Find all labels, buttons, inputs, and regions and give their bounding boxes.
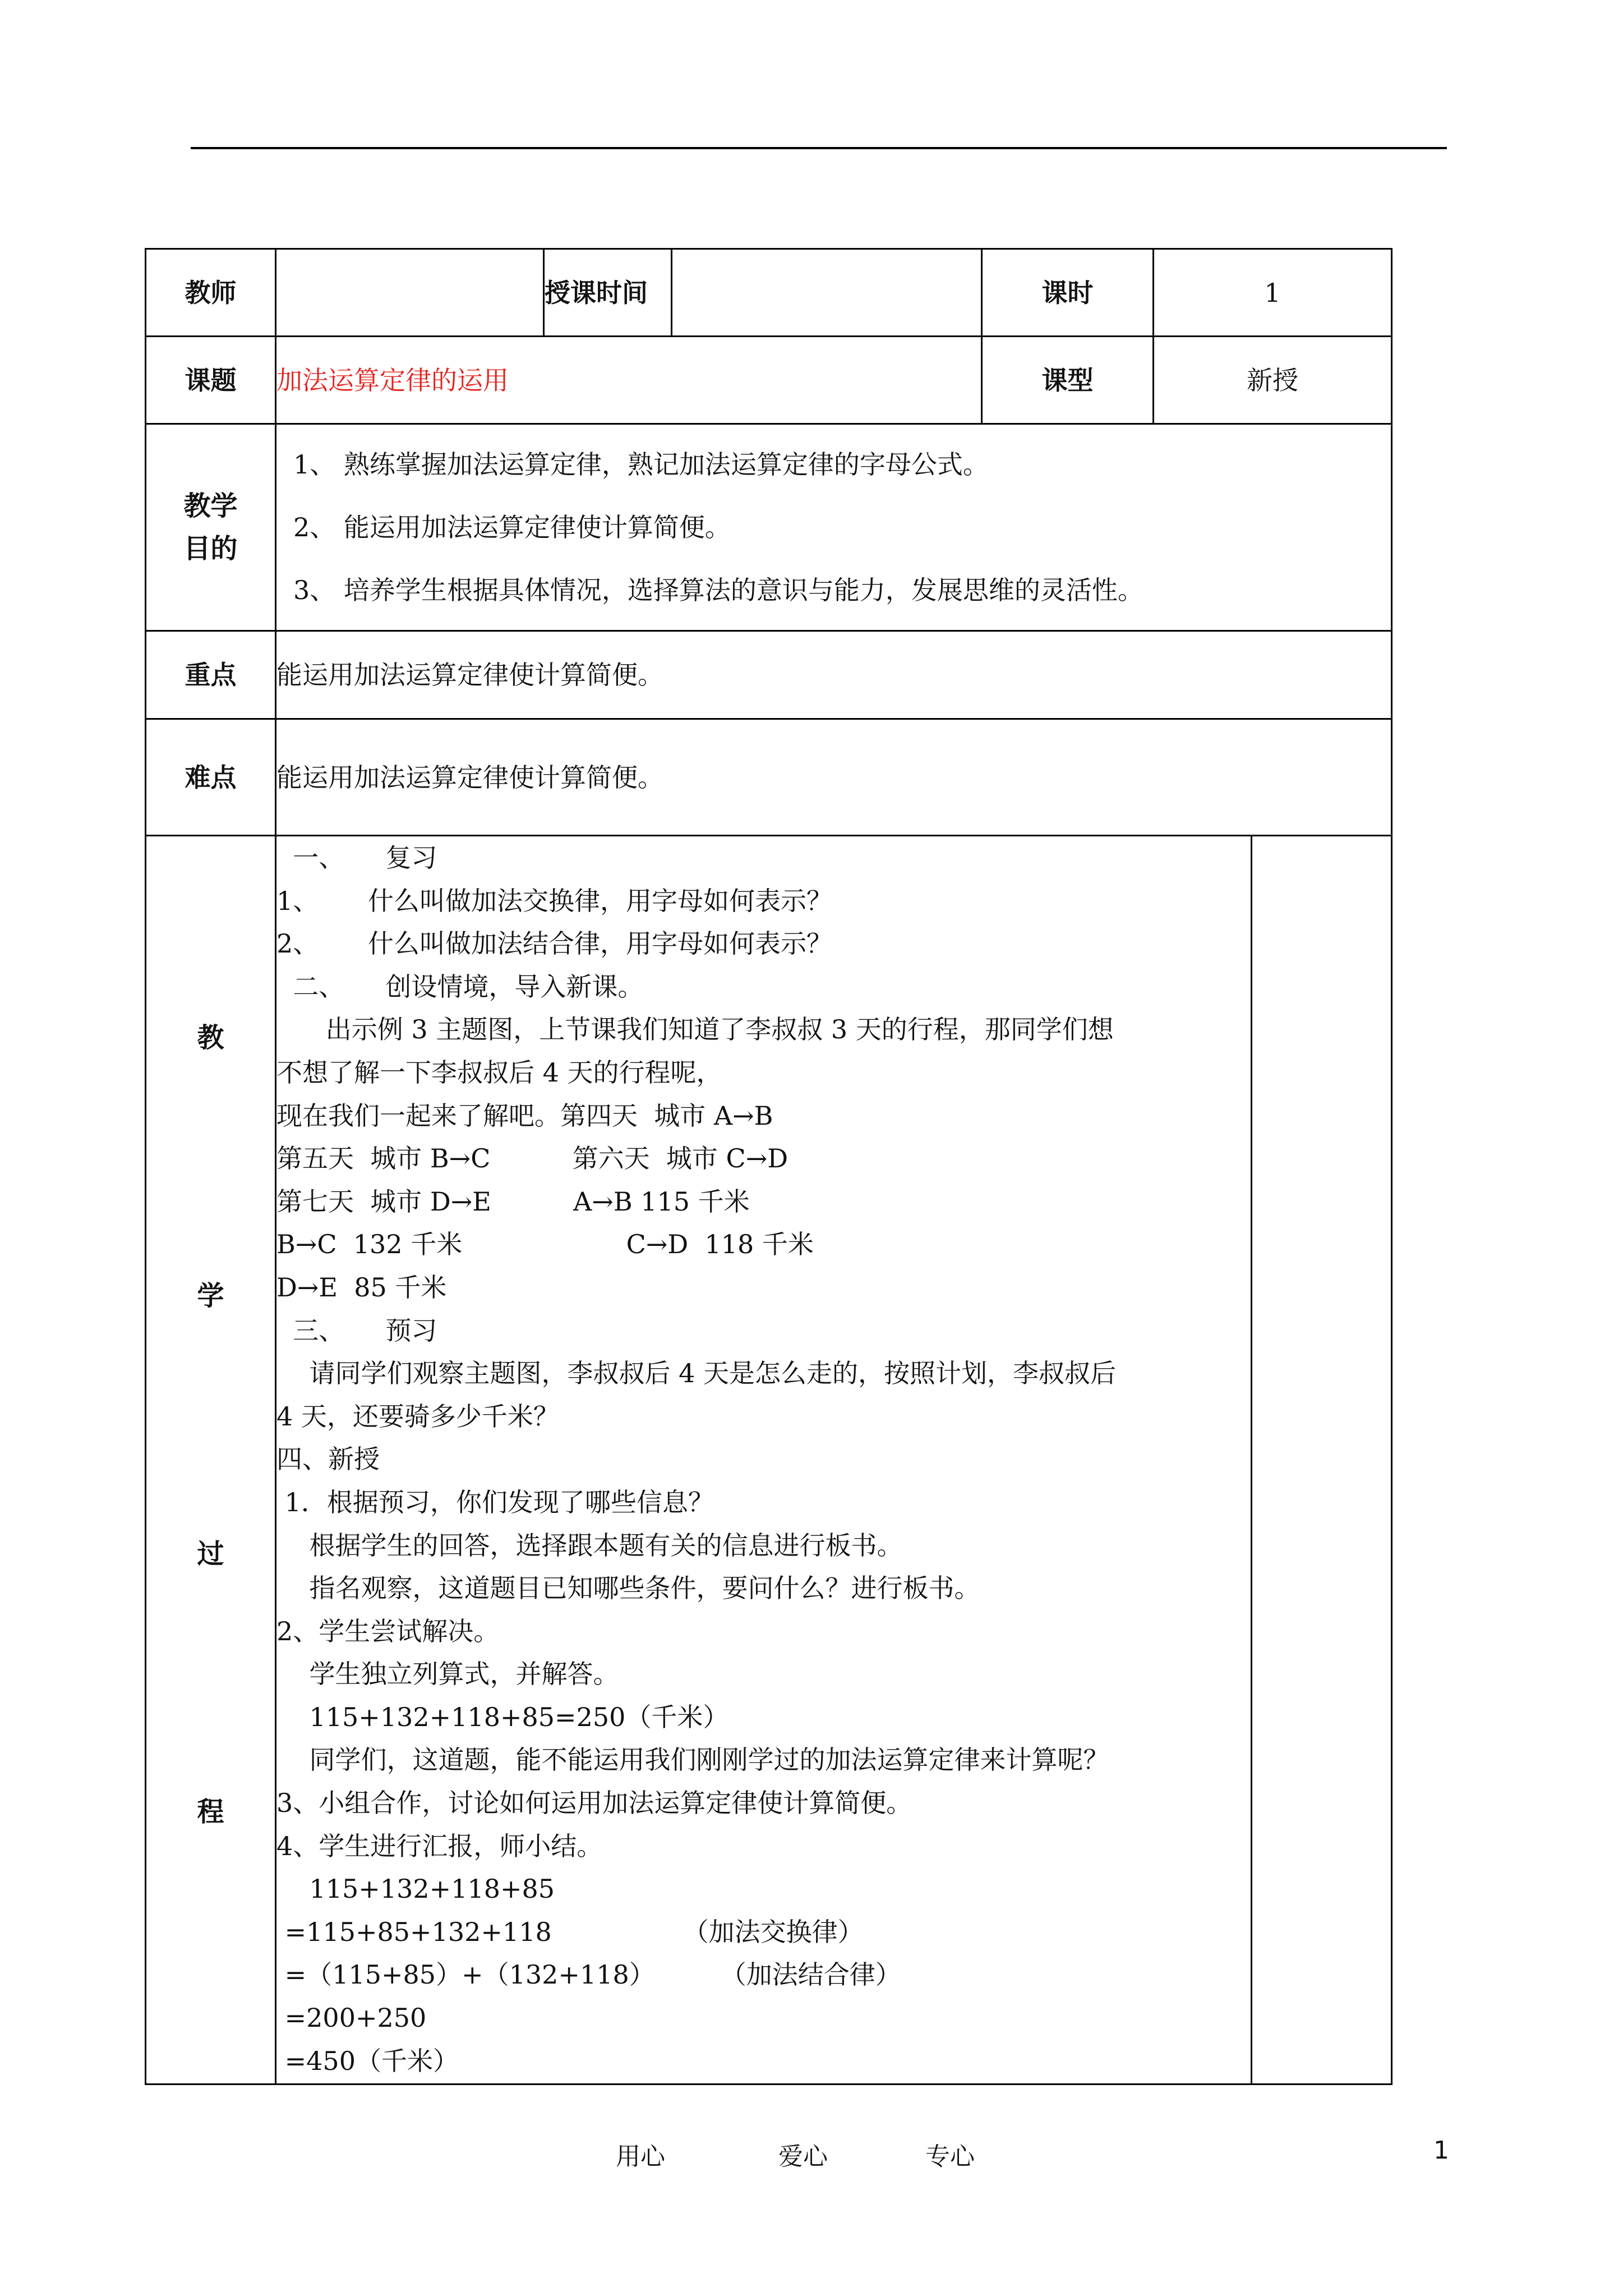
header-rule: [191, 147, 1447, 149]
key-point-label: 重点: [146, 631, 276, 719]
process-line: 2、学生尝试解决。: [276, 1616, 500, 1646]
process-line: 2、 什么叫做加法结合律，用字母如何表示？: [276, 928, 832, 959]
key-point-row: [146, 631, 1392, 719]
process-line: 一、 复习: [276, 843, 437, 873]
topic-label: 课题: [146, 337, 276, 424]
process-line: 第七天 城市 D→E A→B 115 千米: [276, 1186, 750, 1217]
time-value[interactable]: [672, 249, 982, 337]
period-label: 课时: [982, 249, 1154, 337]
process-line: 根据学生的回答，选择跟本题有关的信息进行板书。: [276, 1530, 903, 1561]
process-line: 1、 什么叫做加法交换律，用字母如何表示？: [276, 885, 832, 916]
goals-row: [146, 424, 1392, 631]
topic-title: 加法运算定律的运用: [276, 337, 982, 424]
page-number: 1: [1433, 2136, 1449, 2165]
process-line: =200+250: [276, 2003, 427, 2033]
process-label-char: 程: [197, 1796, 224, 1828]
process-line: 115+132+118+85: [276, 1874, 555, 1904]
footer-motto: 爱心: [778, 2142, 828, 2171]
header-row: [146, 249, 1392, 337]
difficulty-text: 能运用加法运算定律使计算简便。: [276, 719, 1392, 836]
process-line: 第五天 城市 B→C 第六天 城市 C→D: [276, 1143, 789, 1174]
goal-item: 1、 熟练掌握加法运算定律，熟记加法运算定律的字母公式。: [293, 449, 989, 480]
goal-item: 3、 培养学生根据具体情况，选择算法的意识与能力，发展思维的灵活性。: [293, 575, 1144, 605]
process-line: 请同学们观察主题图，李叔叔后 4 天是怎么走的，按照计划，李叔叔后: [276, 1358, 1116, 1389]
process-label-char: 过: [197, 1538, 224, 1570]
process-label-char: 学: [197, 1280, 224, 1312]
difficulty-row: [146, 719, 1392, 836]
process-line: 出示例 3 主题图，上节课我们知道了李叔叔 3 天的行程，那同学们想: [276, 1014, 1114, 1045]
process-line: D→E 85 千米: [276, 1272, 447, 1303]
footer-motto: 用心: [616, 2142, 665, 2171]
process-line: =（115+85）+（132+118） （加法结合律）: [276, 1959, 901, 1990]
process-content: [276, 836, 1252, 2085]
process-line: 4、学生进行汇报，师小结。: [276, 1830, 603, 1861]
period-value: 1: [1154, 249, 1392, 337]
process-line: 现在我们一起来了解吧。第四天 城市 A→B: [276, 1100, 773, 1131]
process-line: 同学们，这道题，能不能运用我们刚刚学过的加法运算定律来计算呢？: [276, 1745, 1109, 1775]
process-label: [146, 836, 276, 2085]
goal-item: 2、 能运用加法运算定律使计算简便。: [293, 512, 731, 542]
lesson-plan-table: [145, 248, 1393, 2085]
process-line: 不想了解一下李叔叔后 4 天的行程呢，: [276, 1057, 722, 1088]
difficulty-label: 难点: [146, 719, 276, 836]
process-line: 115+132+118+85=250（千米）: [276, 1701, 729, 1732]
teacher-value[interactable]: [276, 249, 544, 337]
process-line: 3、小组合作，讨论如何运用加法运算定律使计算简便。: [276, 1788, 912, 1819]
key-point-text: 能运用加法运算定律使计算简便。: [276, 631, 1392, 719]
footer-motto: 专心: [925, 2142, 975, 2171]
process-line: B→C 132 千米 C→D 118 千米: [276, 1229, 814, 1260]
goals-label-text: 教学目的: [183, 490, 238, 564]
process-line: 4 天，还要骑多少千米？: [276, 1401, 559, 1432]
process-line: =450（千米）: [276, 2045, 459, 2076]
process-notes-column: [1252, 836, 1392, 2085]
process-line: 四、新授: [276, 1444, 380, 1475]
process-line: 三、 预习: [276, 1315, 437, 1346]
teacher-label: 教师: [146, 249, 276, 337]
time-label: 授课时间: [544, 249, 672, 337]
process-label-char: 教: [197, 1022, 224, 1053]
process-line: 指名观察，这道题目已知哪些条件，要问什么？进行板书。: [276, 1573, 980, 1604]
process-line: =115+85+132+118 （加法交换律）: [276, 1916, 864, 1947]
type-value: 新授: [1154, 337, 1392, 424]
goals-content: [276, 424, 1392, 631]
process-line: 1．根据预习，你们发现了哪些信息？: [276, 1487, 714, 1517]
type-label: 课型: [982, 337, 1154, 424]
process-row: [146, 836, 1392, 2085]
process-line: 学生独立列算式，并解答。: [276, 1659, 619, 1690]
process-line: 二、 创设情境，导入新课。: [276, 971, 644, 1002]
goals-label: [146, 424, 276, 631]
topic-row: [146, 337, 1392, 424]
